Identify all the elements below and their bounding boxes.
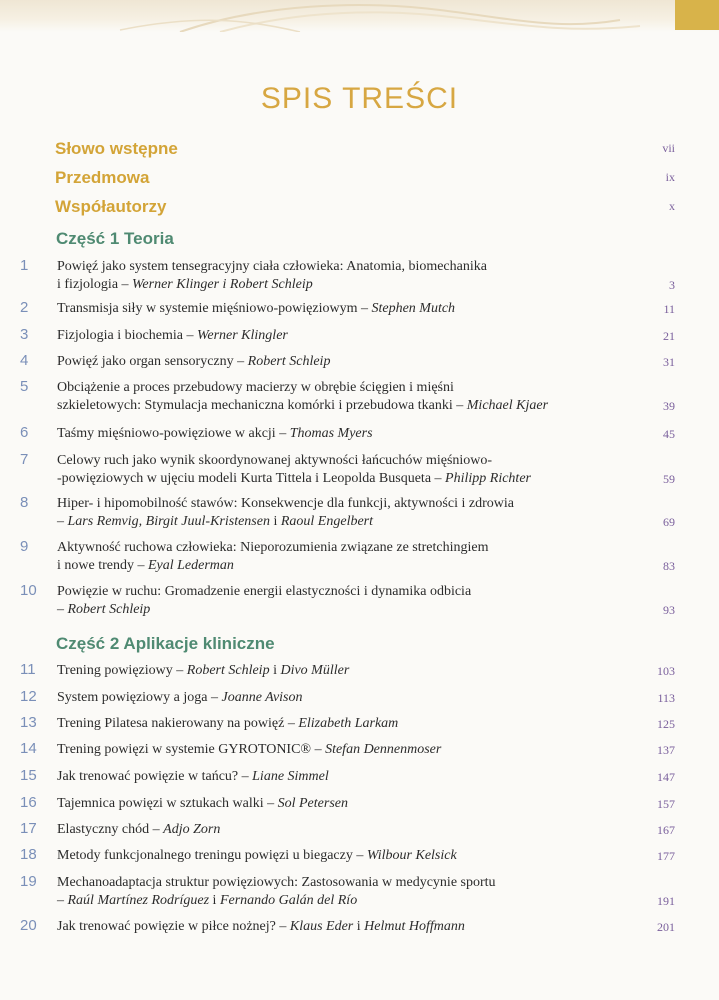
title-text: Mechanoadaptacja struktur powięziowych: Zastosowania w medycynie sportu	[57, 875, 496, 890]
chapter-title-line	[57, 689, 612, 707]
author-name: Elizabeth Larkam	[298, 716, 399, 731]
title-text: Aktywność ruchowa człowieka: Nieporozumienia związane ze stretchingiem	[57, 540, 489, 555]
page-number: 125	[657, 717, 675, 731]
chapter-title-line	[57, 583, 612, 601]
front-matter-label: Przedmowa	[55, 168, 150, 187]
chapter-title	[57, 874, 612, 910]
title-text: Obciążenie a proces przebudowy macierzy w obrębie ścięgien i mięśni	[57, 380, 454, 395]
chapter-number: 11	[20, 661, 36, 678]
chapter-title-line	[57, 379, 612, 397]
front-matter-label: Słowo wstępne	[55, 139, 178, 158]
author-name: Helmut Hoffmann	[364, 919, 465, 934]
chapter-title	[57, 258, 612, 294]
chapter-title-line	[57, 662, 612, 680]
title-text: szkieletowych: Stymulacja mechaniczna komórki i przebudowa tkanki –	[57, 398, 467, 413]
title-text: i fizjologia –	[57, 277, 133, 292]
page-number: 39	[663, 399, 675, 413]
title-text: –	[57, 514, 68, 529]
author-name: Adjo Zorn	[163, 822, 221, 837]
chapter-title-line	[57, 795, 612, 813]
chapter-number: 9	[20, 538, 29, 555]
chapter-title-line	[57, 397, 612, 415]
page-number: 45	[663, 427, 675, 441]
title-text: –	[57, 602, 68, 617]
title-text: Transmisja siły w systemie mięśniowo-powięziowym –	[57, 301, 372, 316]
chapter-number: 7	[20, 451, 29, 468]
page-number: ix	[665, 170, 675, 184]
page-number: 167	[657, 823, 675, 837]
chapter-number: 18	[20, 846, 37, 863]
page-number: 69	[663, 515, 675, 529]
chapter-number: 4	[20, 352, 29, 369]
author-name: Fernando Galán del Río	[219, 893, 358, 908]
page-number: 11	[663, 302, 675, 316]
author-name: Stephen Mutch	[371, 301, 456, 316]
title-text: i nowe trendy –	[57, 558, 148, 573]
title-text: System powięziowy a joga –	[57, 690, 222, 705]
author-name: Wilbour Kelsick	[366, 848, 457, 863]
author-name: Eyal Lederman	[147, 558, 234, 573]
chapter-number: 8	[20, 494, 29, 511]
author-name: Stefan Dennenmoser	[325, 742, 442, 757]
chapter-title-line	[57, 513, 612, 531]
title-text: Jak trenować powięzie w piłce nożnej? –	[57, 919, 290, 934]
title-text: Powięzie w ruchu: Gromadzenie energii elastyczności i dynamika odbicia	[57, 584, 472, 599]
page-title: SPIS TREŚCI	[260, 82, 459, 115]
chapter-title	[57, 379, 612, 415]
front-matter-item[interactable]	[55, 168, 675, 188]
chapter-title-line	[57, 892, 612, 910]
chapter-title	[57, 795, 612, 813]
author-name: Divo Müller	[280, 663, 350, 678]
author-name: Michael Kjaer	[466, 398, 549, 413]
title-text: Trening Pilatesa nakierowany na powięź –	[57, 716, 299, 731]
title-text: Celowy ruch jako wynik skoordynowanej aktywności łańcuchów mięśniowo-	[57, 453, 493, 468]
chapter-number: 2	[20, 299, 29, 316]
chapter-title-line	[57, 874, 612, 892]
chapter-title-line	[57, 601, 612, 619]
page-number: 137	[657, 743, 675, 757]
chapter-title-line	[57, 425, 612, 443]
author-name: Raúl Martínez Rodríguez	[67, 893, 210, 908]
chapter-title-line	[57, 715, 612, 733]
page-number: 147	[657, 770, 675, 784]
chapter-title	[57, 768, 612, 786]
page-number: 191	[657, 894, 675, 908]
author-name: Raoul Engelbert	[280, 514, 374, 529]
page-number: 113	[657, 691, 675, 705]
page-number: 83	[663, 559, 675, 573]
front-matter-item[interactable]	[55, 197, 675, 217]
author-name: Sol Petersen	[277, 796, 348, 811]
chapter-title-line	[57, 768, 612, 786]
chapter-title-line	[57, 741, 612, 759]
page-number: 21	[663, 329, 675, 343]
page-number: 3	[669, 278, 675, 292]
chapter-title	[57, 715, 612, 733]
chapter-title	[57, 539, 612, 575]
author-name: Klaus Eder	[289, 919, 354, 934]
chapter-number: 5	[20, 378, 29, 395]
chapter-title	[57, 583, 612, 619]
author-name: Robert Schleip	[67, 602, 151, 617]
author-connector: i	[353, 919, 365, 934]
title-text: Jak trenować powięzie w tańcu? –	[57, 769, 253, 784]
chapter-number: 6	[20, 424, 29, 441]
page-number: x	[669, 199, 675, 213]
chapter-title-line	[57, 821, 612, 839]
title-text: Trening powięziowy –	[57, 663, 187, 678]
chapter-title-line	[57, 452, 612, 470]
chapter-number: 10	[20, 582, 37, 599]
author-name: Werner Klingler	[196, 328, 288, 343]
front-matter-label: Współautorzy	[55, 197, 167, 216]
chapter-title	[57, 300, 612, 318]
chapter-number: 12	[20, 688, 37, 705]
part-heading: Część 1 Teoria	[56, 229, 174, 248]
chapter-title-line	[57, 300, 612, 318]
author-name: Joanne Avison	[221, 690, 303, 705]
title-text: -powięziowych w ujęciu modeli Kurta Tittela i Leopolda Busqueta –	[57, 471, 446, 486]
chapter-number: 20	[20, 917, 37, 934]
chapter-number: 19	[20, 873, 37, 890]
chapter-title	[57, 689, 612, 707]
chapter-title-line	[57, 327, 612, 345]
chapter-title-line	[57, 276, 612, 294]
chapter-number: 15	[20, 767, 37, 784]
page-number: 93	[663, 603, 675, 617]
chapter-title	[57, 847, 612, 865]
chapter-title-line	[57, 495, 612, 513]
author-connector: i	[269, 663, 281, 678]
author-connector: i	[209, 893, 220, 908]
top-decoration	[0, 0, 719, 32]
corner-tab	[675, 0, 719, 30]
page-number: 157	[657, 797, 675, 811]
author-name: Robert Schleip	[247, 354, 331, 369]
chapter-title	[57, 741, 612, 759]
page-number: vii	[662, 141, 675, 155]
chapter-title	[57, 821, 612, 839]
chapter-title	[57, 425, 612, 443]
chapter-title-line	[57, 918, 612, 936]
title-text: Powięź jako system tensegracyjny ciała człowieka: Anatomia, biomechanika	[57, 259, 487, 274]
chapter-number: 17	[20, 820, 37, 837]
chapter-title-line	[57, 847, 612, 865]
chapter-title-line	[57, 557, 612, 575]
page-number: 31	[663, 355, 675, 369]
author-connector: i	[269, 514, 281, 529]
decorative-swirl	[0, 0, 719, 32]
page-number: 103	[657, 664, 675, 678]
chapter-title	[57, 327, 612, 345]
chapter-title-line	[57, 258, 612, 276]
title-text: –	[57, 893, 68, 908]
chapter-number: 13	[20, 714, 37, 731]
page-number: 59	[663, 472, 675, 486]
title-text: Taśmy mięśniowo-powięziowe w akcji –	[57, 426, 290, 441]
author-name: Werner Klinger i Robert Schleip	[132, 277, 313, 292]
chapter-number: 1	[20, 257, 29, 274]
title-text: Metody funkcjonalnego treningu powięzi u biegaczy –	[57, 848, 367, 863]
author-name: Philipp Richter	[445, 471, 531, 486]
chapter-number: 16	[20, 794, 37, 811]
chapter-title-line	[57, 353, 612, 371]
chapter-number: 14	[20, 740, 37, 757]
chapter-title	[57, 353, 612, 371]
chapter-title	[57, 495, 612, 531]
author-name: Robert Schleip	[186, 663, 270, 678]
chapter-title-line	[57, 539, 612, 557]
chapter-title-line	[57, 470, 612, 488]
author-name: Lars Remvig, Birgit Juul-Kristensen	[67, 514, 270, 529]
chapter-title	[57, 662, 612, 680]
title-text: Fizjologia i biochemia –	[57, 328, 197, 343]
title-text: Hiper- i hipomobilność stawów: Konsekwencje dla funkcji, aktywności i zdrowia	[57, 496, 514, 511]
part-heading: Część 2 Aplikacje kliniczne	[56, 634, 275, 653]
title-text: Trening powięzi w systemie GYROTONIC® –	[57, 742, 326, 757]
page-number: 201	[657, 920, 675, 934]
author-name: Liane Simmel	[252, 769, 329, 784]
title-text: Elastyczny chód –	[57, 822, 164, 837]
title-text: Powięź jako organ sensoryczny –	[57, 354, 248, 369]
front-matter-item[interactable]	[55, 139, 675, 159]
chapter-number: 3	[20, 326, 29, 343]
page-number: 177	[657, 849, 675, 863]
author-name: Thomas Myers	[289, 426, 373, 441]
chapter-title	[57, 452, 612, 488]
chapter-title	[57, 918, 612, 936]
title-text: Tajemnica powięzi w sztukach walki –	[57, 796, 278, 811]
